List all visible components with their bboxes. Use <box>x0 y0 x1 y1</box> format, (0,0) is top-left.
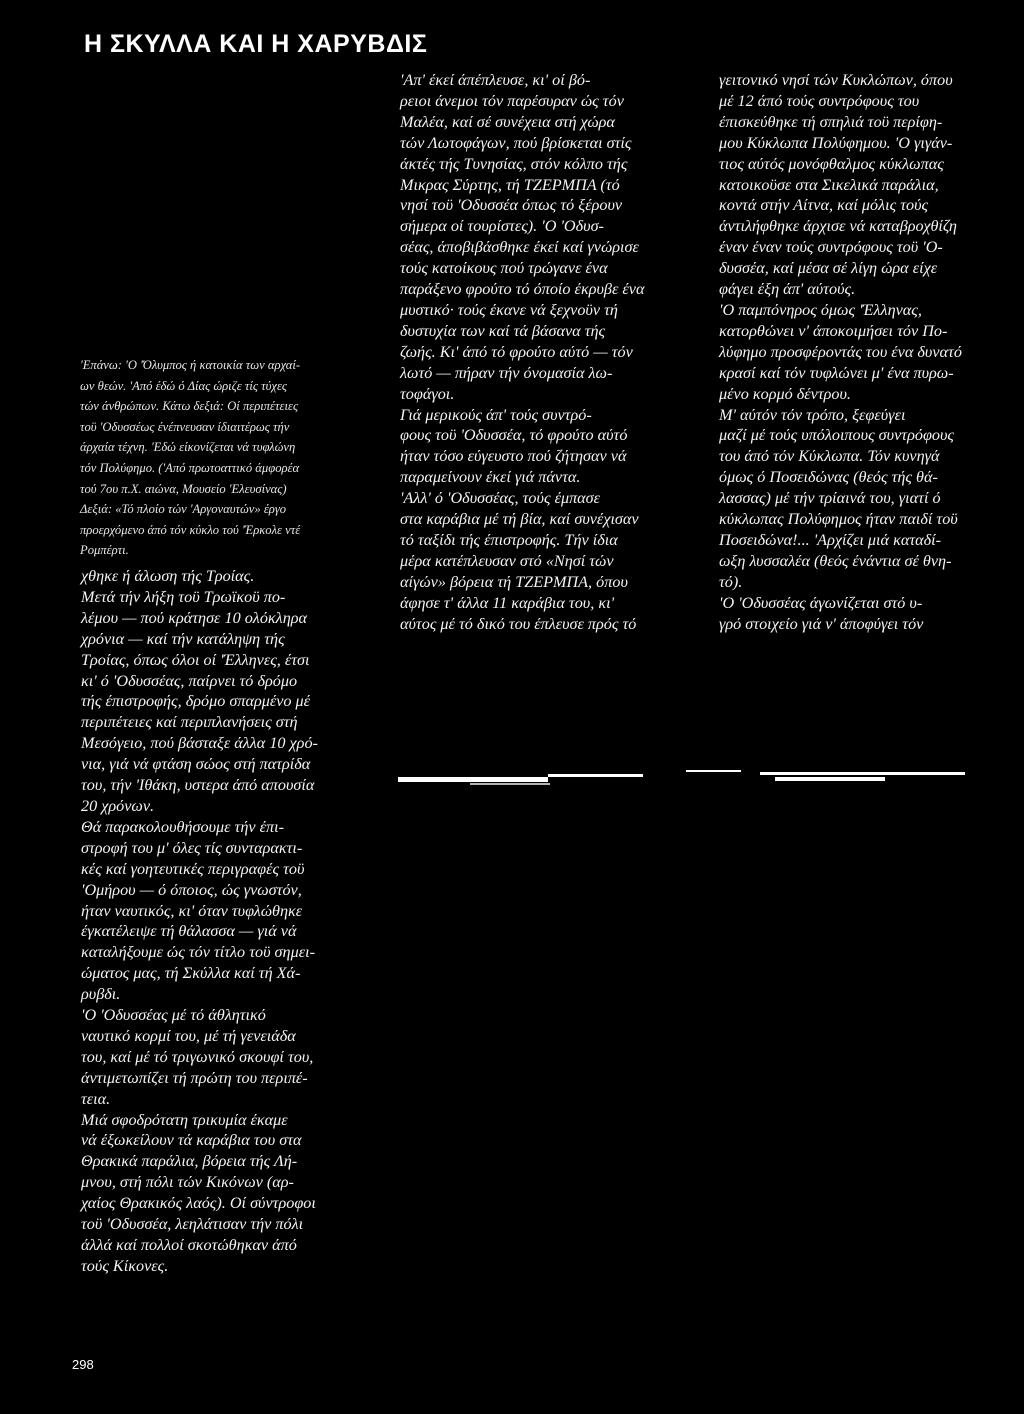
text-line: στροφή του μ' όλες τίς συνταρακτι- <box>81 838 303 857</box>
text-line: στα καράβια μέ τή βία, καί συνέχισαν <box>400 510 639 529</box>
text-line: σέας, άποβιβάσθηκε έκεί καί γνώρισε <box>400 238 639 257</box>
text-line: Μεσόγειο, πού βάσταξε άλλα 10 χρό- <box>81 734 318 753</box>
text-line: δυστυχία των καί τά βάσανα τής <box>400 321 606 340</box>
text-line: χαίος Θρακικός λαός). Οί σύντροφοι <box>81 1194 316 1213</box>
text-line: έγκατέλειψε τή θάλασσα — γιά νά <box>81 922 297 941</box>
text-line: 'Απ' έκεί άπέπλευσε, κι' οί βό- <box>400 71 591 89</box>
image-stroke <box>686 770 741 772</box>
text-line: παράξενο φρούτο τό όποίο έκρυβε ένα <box>400 280 645 299</box>
image-stroke <box>398 777 548 782</box>
text-line: Γιά μερικούς άπ' τούς συντρό- <box>400 405 592 424</box>
text-line: άντιλήφθηκε άρχισε νά καταβροχθίζη <box>719 217 957 236</box>
text-line: τό ταξίδι τής έπιστροφής. Τήν ίδια <box>400 530 618 549</box>
image-stroke <box>775 777 885 781</box>
image-caption <box>80 355 378 561</box>
text-line: κι' ό 'Οδυσσέας, παίρνει τό δρόμο <box>81 671 298 690</box>
text-line: γρό στοιχείο γιά ν' άποφύγει τόν <box>719 614 924 633</box>
text-line: του, τήν 'Ιθάκη, υστερα άπό απουσία <box>81 776 315 795</box>
text-line: τοφάγοι. <box>400 384 455 403</box>
caption-line: τών άνθρώπων. Κάτω δεξιά: Οί περιπέτειες <box>80 399 299 414</box>
text-line: έναν έναν τούς συντρόφους τοϋ 'Ο- <box>719 238 943 257</box>
text-line: ζωής. Κι' άπό τό φρούτο αύτό — τόν <box>400 342 633 361</box>
text-line: ωξη λυσσαλέα (θεός ένάντια σέ θνη- <box>719 551 952 570</box>
text-line: ναυτικό κορμί του, μέ τή γενειάδα <box>81 1026 296 1045</box>
text-line: καταλήξουμε ώς τόν τίτλο τοϋ σημει- <box>81 943 315 962</box>
text-line: τιος αύτός μονόφθαλμος κύκλωπας <box>719 154 944 173</box>
text-line: λωτό — πήραν τήν όνομασία λω- <box>400 363 613 382</box>
text-line: Μαλέα, καί σέ συνέχεια στή χώρα <box>400 112 615 131</box>
text-line: του άπό τόν Κύκλωπα. Τόν κυνηγά <box>719 447 940 466</box>
text-line: τό). <box>719 572 743 591</box>
caption-line: τού 7ου π.Χ. αιώνα, Μουσείο 'Ελευσίνας) <box>80 481 287 496</box>
text-line: κοντά στήν Αίτνα, καί μόλις τούς <box>719 196 929 215</box>
text-line: άφησε τ' άλλα 11 καράβια του, κι' <box>400 593 615 612</box>
text-line: γειτονικό νησί τών Κυκλώπων, όπου <box>719 71 953 89</box>
caption-line: 'Επάνω: 'Ο 'Όλυμπος ή κατοικία των αρχαί- <box>80 358 301 372</box>
text-line: μνου, στή πόλι τών Κικόνων (αρ- <box>81 1173 294 1192</box>
text-line: ήταν ναυτικός, κι' όταν τυφλώθηκε <box>81 901 303 920</box>
text-line: 'Ο 'Οδυσσέας άγωνίζεται στό υ- <box>719 593 923 612</box>
caption-line: Δεξιά: «Τό πλοίο τών 'Αργοναυτών» έργο <box>80 502 287 517</box>
text-line: νια, γιά νά φτάση σώος στή πατρίδα <box>81 755 311 774</box>
text-line: 'Ο παμπόνηρος όμως 'Έλληνας, <box>719 300 922 319</box>
text-line: μαζί μέ τούς υπόλοιπους συντρόφους <box>719 426 954 445</box>
text-line: κές καί γοητευτικές περιγραφές τοϋ <box>81 859 305 878</box>
text-line: αίγών» βόρεια τή ΤΖΕΡΜΠΑ, όπου <box>400 572 628 591</box>
text-line: Μιά σφοδρότατη τρικυμία έκαμε <box>81 1110 288 1129</box>
page-number: 298 <box>72 1357 94 1372</box>
text-column-3 <box>719 70 1009 634</box>
text-line: λασσας) μέ τήν τρίαινά του, γιατί ό <box>719 489 941 508</box>
text-line: Μετά τήν λήξη τοϋ Τρωϊκοϋ πο- <box>81 587 286 606</box>
text-line: έπισκεύθηκε τή σπηλιά τοϋ περίφη- <box>719 112 943 131</box>
text-line: χθηκε ή άλωση τής Τροίας. <box>81 567 255 585</box>
text-line: άκτές τής Τυνησίας, στόν κόλπο τής <box>400 154 628 173</box>
text-line: νησί τοϋ 'Οδυσσέα όπως τό ξέρουν <box>400 196 623 215</box>
text-line: σήμερα οί τουρίστες). 'Ο 'Οδυσ- <box>400 217 604 236</box>
text-line: τούς Κίκονες. <box>81 1256 169 1275</box>
article-title: Η ΣΚΥΛΛΑ ΚΑΙ Η ΧΑΡΥΒΔΙΣ <box>84 30 428 58</box>
text-line: Θρακικά παράλια, βόρεια τής Λή- <box>81 1152 298 1171</box>
text-line: κρασί καί τόν τυφλώνει μ' ένα πυρω- <box>719 363 954 382</box>
text-line: τεια. <box>81 1089 111 1108</box>
text-line: μυστικό· τούς έκανε νά ξεχνοϋν τή <box>400 300 618 319</box>
caption-line: ων θεών. 'Από έδώ ό Δίας ώριζε τίς τύχες <box>80 378 288 393</box>
text-line: φάγει έξη άπ' αύτούς. <box>719 280 856 299</box>
text-line: αύτος μέ τό δικό του έπλευσε πρός τό <box>400 614 637 633</box>
text-line: τής έπιστροφής, δρόμο σπαρμένο μέ <box>81 692 311 711</box>
caption-line: άρχαία τέχνη. 'Εδώ είκονίζεται νά τυφλώνη <box>80 440 296 455</box>
text-line: τών Λωτοφάγων, πού βρίσκεται στίς <box>400 133 632 152</box>
text-line: μένο κορμό δέντρου. <box>719 384 851 403</box>
text-line: άλλά καί πολλοί σκοτώθηκαν άπό <box>81 1236 297 1254</box>
text-line: Μ' αύτόν τόν τρόπο, ξεφεύγει <box>719 405 906 424</box>
text-line: λύφημο προσφέροντάς του ένα δυνατό <box>719 342 962 361</box>
text-column-1 <box>81 566 381 1277</box>
text-line: Θά παρακολουθήσουμε τήν έπι- <box>81 817 284 836</box>
text-line: μέ 12 άπό τούς συντρόφους του <box>719 91 920 110</box>
text-line: φους τοϋ 'Οδυσσέα, τό φρούτο αύτό <box>400 426 628 445</box>
text-line: ρειοι άνεμοι τόν παρέσυραν ώς τόν <box>400 91 624 110</box>
text-line: κατοικοϋσε στα Σικελικά παράλια, <box>719 175 939 194</box>
text-column-2 <box>400 70 702 634</box>
text-line: μου Κύκλωπα Πολύφημου. 'Ο γιγάν- <box>719 133 953 152</box>
text-line: 'Ο 'Οδυσσέας μέ τό άθλητικό <box>81 1006 266 1025</box>
text-line: νά έξωκείλουν τά καράβια του στα <box>81 1131 302 1150</box>
text-line: Ποσειδώνα!... 'Αρχίζει μιά καταδί- <box>719 530 942 549</box>
text-line: 20 χρόνων. <box>81 796 155 815</box>
text-line: του, καί μέ τό τριγωνικό σκουφί του, <box>81 1047 314 1066</box>
text-line: άντιμετωπίζει τή πρώτη του περιπέ- <box>81 1068 308 1087</box>
text-line: ώματος μας, τή Σκύλλα καί τή Χά- <box>81 964 301 983</box>
image-stroke <box>470 783 550 785</box>
text-line: κύκλωπας Πολύφημος ήταν παιδί τοϋ <box>719 510 958 529</box>
image-stroke <box>760 772 965 775</box>
text-line: τοϋ 'Οδυσσέα, λεηλάτισαν τήν πόλι <box>81 1215 304 1234</box>
text-line: περιπέτειες καί περιπλανήσεις στή <box>81 713 298 732</box>
text-line: Μικρας Σύρτης, τή ΤΖΕΡΜΠΑ (τό <box>400 175 620 194</box>
caption-line: προερχόμενο άπό τόν κύκλο τού 'Έρκολε ντέ <box>80 522 301 537</box>
text-line: μέρα κατέπλευσαν στό «Νησί τών <box>400 551 614 570</box>
caption-line: τόν Πολύφημο. ('Από πρωτοαττικό άμφορέα <box>80 460 300 475</box>
text-line: παραμείνουν έκεί γιά πάντα. <box>400 468 581 487</box>
text-line: όμως ό Ποσειδώνας (θεός τής θά- <box>719 468 938 487</box>
text-line: 'Αλλ' ό 'Οδυσσέας, τούς έμπασε <box>400 489 601 508</box>
caption-line: τοϋ 'Οδυσσέως ένέπνευσαν ίδιαιτέρως τήν <box>80 419 290 434</box>
text-line: ήταν τόσο εύγευστο πού ζήτησαν νά <box>400 447 627 466</box>
text-line: τούς κατοίκους πού τρώγανε ένα <box>400 259 608 278</box>
text-line: κατορθώνει ν' άποκοιμήσει τόν Πο- <box>719 321 948 340</box>
text-line: δυσσέα, καί μέσα σέ λίγη ώρα είχε <box>719 259 938 278</box>
text-line: 'Ομήρου — ό όποιος, ώς γνωστόν, <box>81 880 302 899</box>
text-line: Τροίας, όπως όλοι οί 'Έλληνες, έτσι <box>81 650 310 669</box>
image-stroke <box>548 774 643 777</box>
text-line: ρυβδι. <box>81 985 121 1004</box>
caption-line: Ρομπέρτι. <box>80 543 129 558</box>
text-line: χρόνια — καί τήν κατάληψη τής <box>81 629 285 648</box>
text-line: λέμου — πού κράτησε 10 ολόκληρα <box>81 608 307 627</box>
